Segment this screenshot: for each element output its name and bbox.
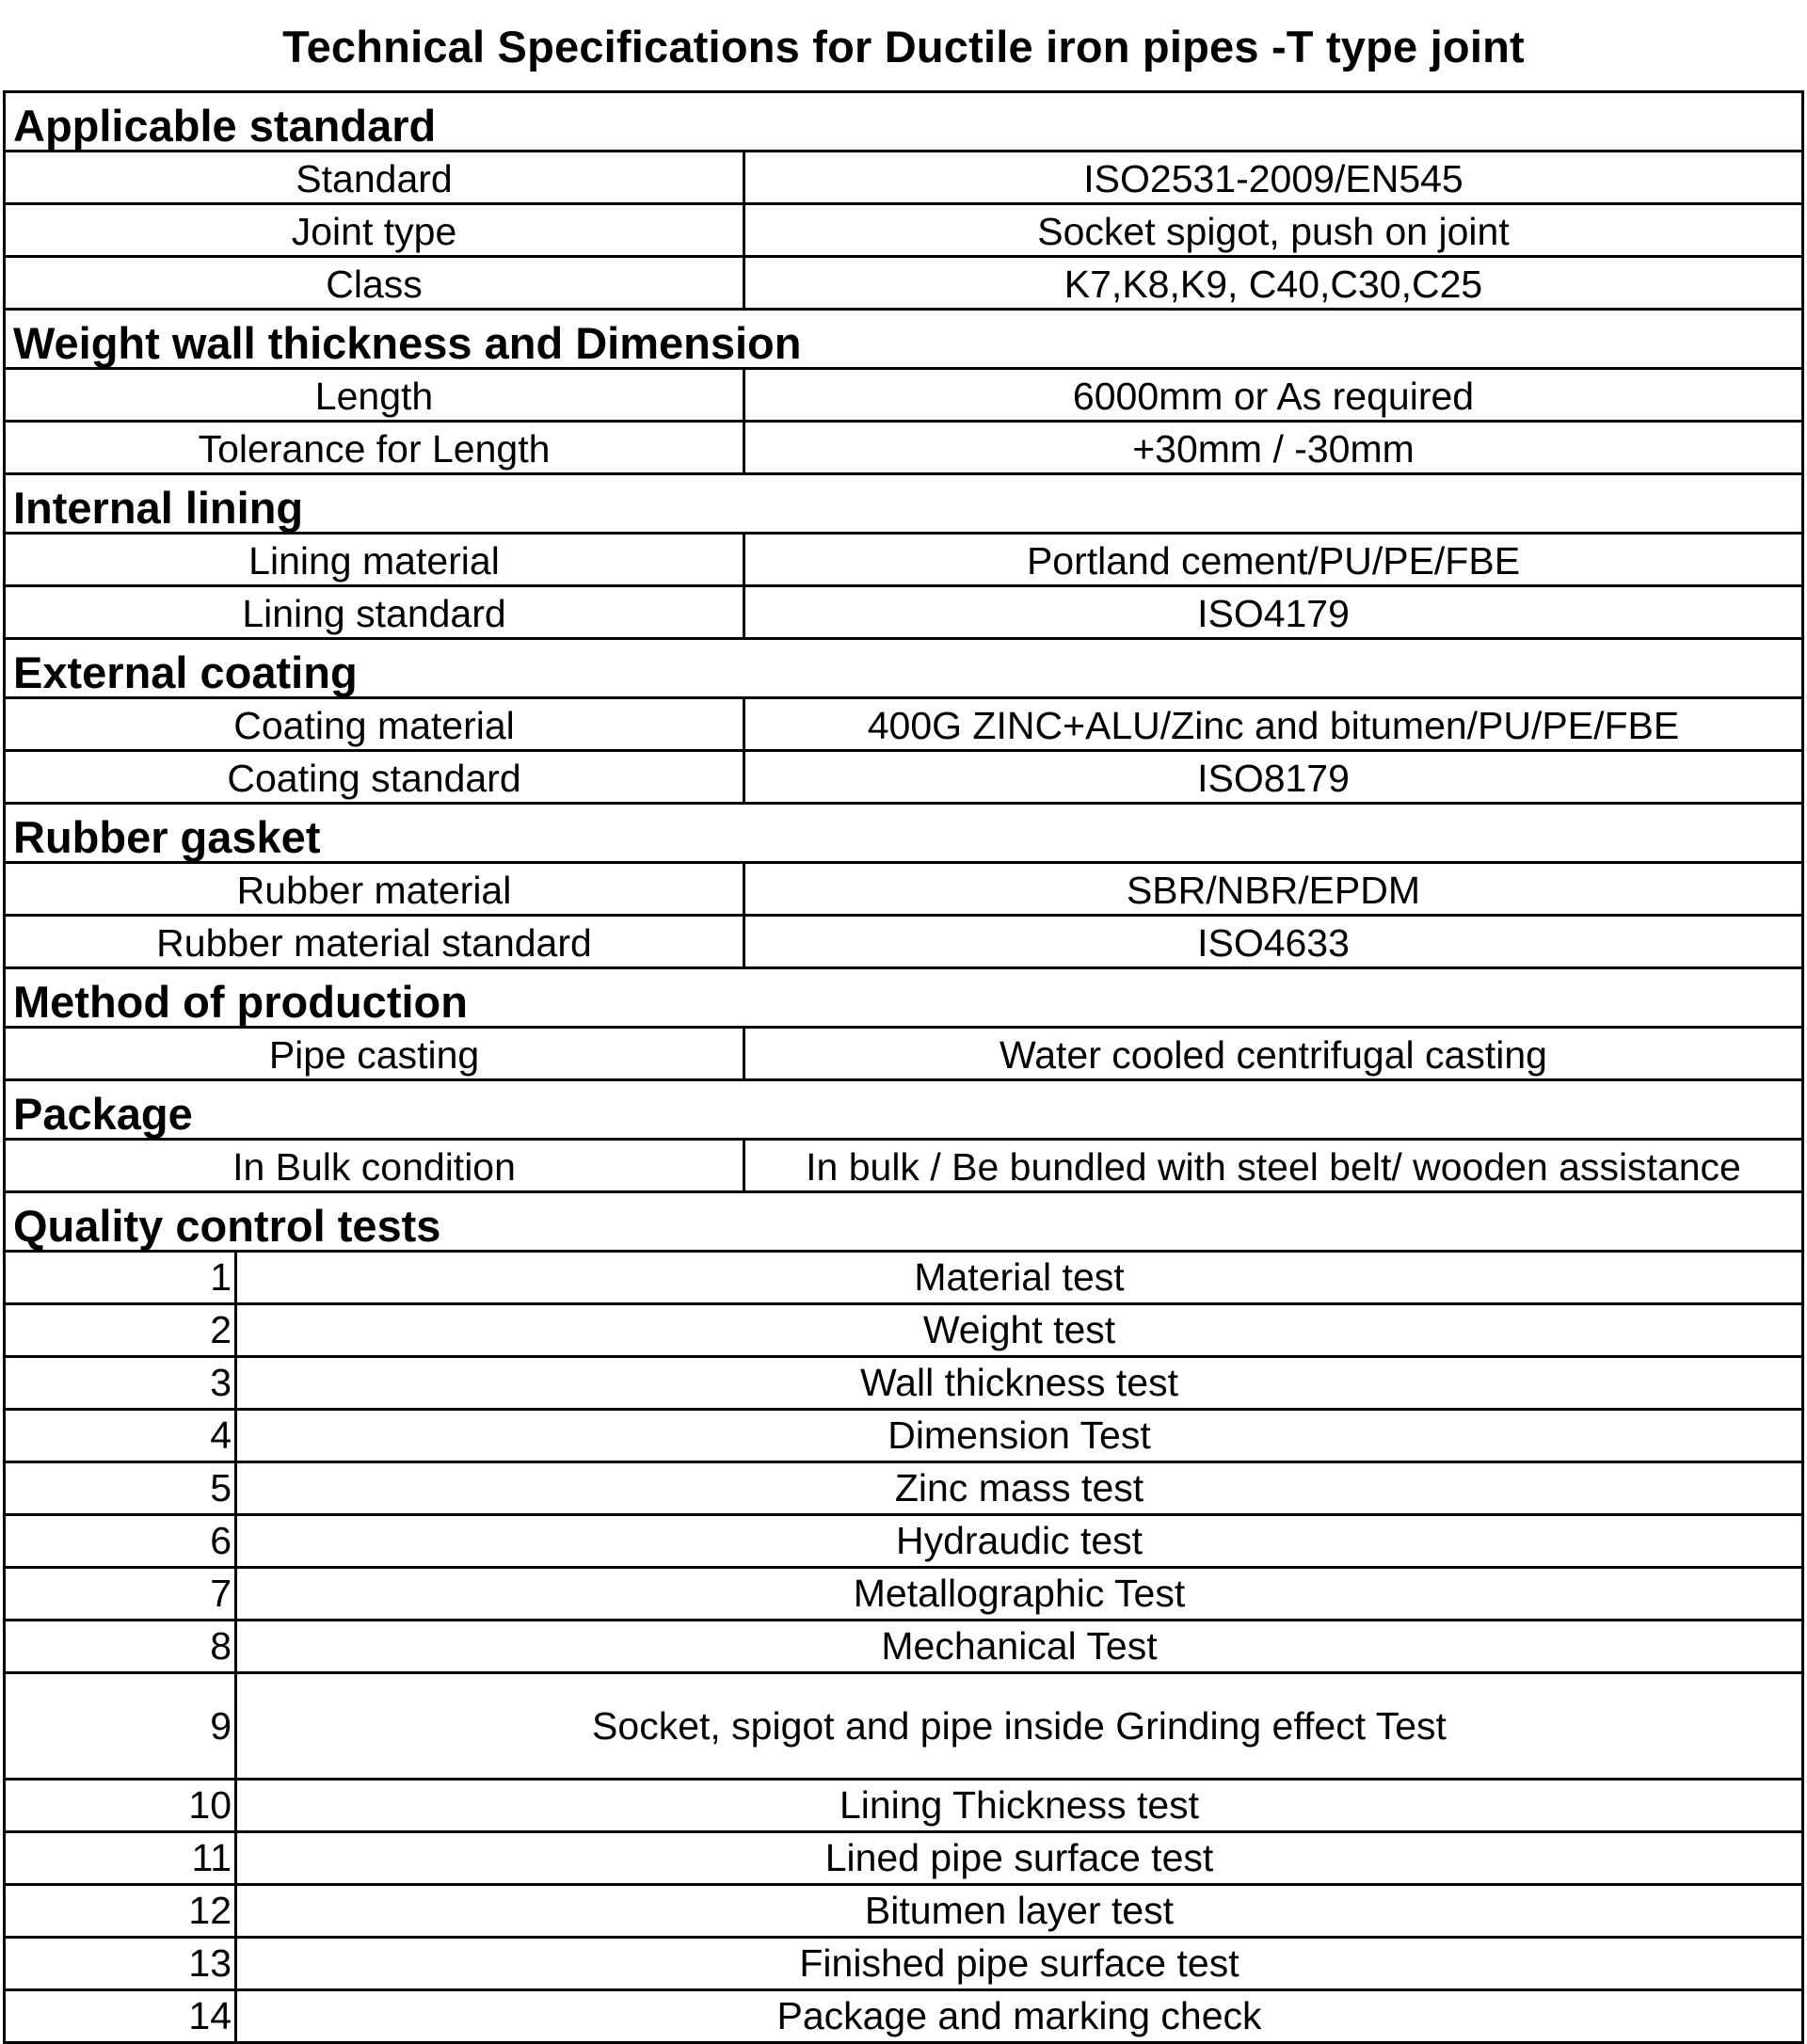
- test-row: [6, 1621, 1801, 1674]
- test-number: 12: [6, 1886, 237, 1936]
- spec-value: K7,K8,K9, C40,C30,C25: [1063, 263, 1483, 306]
- spec-label: Class: [6, 258, 745, 308]
- test-row: [6, 1674, 1801, 1781]
- section-heading-applicable-standard: Applicable standard: [6, 93, 1801, 152]
- test-number: 5: [6, 1463, 237, 1513]
- section-heading-rubber-gasket: Rubber gasket: [6, 805, 1801, 864]
- spec-row: [6, 258, 1801, 311]
- spec-label: Coating standard: [6, 752, 745, 802]
- spec-value: 400G ZINC+ALU/Zinc and bitumen/PU/PE/FBE: [867, 704, 1680, 747]
- test-row: [6, 1833, 1801, 1886]
- spec-row: [6, 587, 1801, 640]
- spec-label: Pipe casting: [6, 1029, 745, 1078]
- section-heading-package: Package: [6, 1081, 1801, 1141]
- spec-label: Joint type: [6, 205, 745, 255]
- test-row: [6, 1991, 1801, 2044]
- spec-row: [6, 535, 1801, 587]
- test-row: [6, 1463, 1801, 1516]
- spec-row: [6, 864, 1801, 917]
- section-heading-dimension: Weight wall thickness and Dimension: [6, 311, 1801, 370]
- test-row: [6, 1781, 1801, 1833]
- spec-value: 6000mm or As required: [1072, 375, 1475, 418]
- spec-row: [6, 205, 1801, 258]
- spec-label: Lining standard: [6, 587, 745, 637]
- test-number: 2: [6, 1305, 237, 1355]
- spec-label: Length: [6, 370, 745, 420]
- test-row: [6, 1516, 1801, 1569]
- test-number: 11: [6, 1833, 237, 1883]
- spec-row: [6, 1029, 1801, 1081]
- test-number: 14: [6, 1991, 237, 2041]
- spec-row: [6, 752, 1801, 805]
- test-name: Zinc mass test: [894, 1466, 1144, 1509]
- test-row: [6, 1411, 1801, 1463]
- test-name: Lining Thickness test: [839, 1783, 1200, 1827]
- spec-label: In Bulk condition: [6, 1141, 745, 1190]
- spec-value: +30mm / -30mm: [1132, 427, 1415, 471]
- spec-row: [6, 917, 1801, 969]
- spec-value: ISO4179: [1197, 592, 1350, 635]
- test-name: Socket, spigot and pipe inside Grinding effect Test: [592, 1703, 1447, 1748]
- spec-row: [6, 423, 1801, 475]
- test-name: Wall thickness test: [860, 1361, 1178, 1404]
- spec-label: Rubber material standard: [6, 917, 745, 966]
- test-number: 8: [6, 1621, 237, 1671]
- spec-value: ISO4633: [1197, 921, 1350, 965]
- spec-label: Tolerance for Length: [6, 423, 745, 472]
- test-name: Hydraudic test: [895, 1519, 1143, 1562]
- test-name: Dimension Test: [888, 1413, 1151, 1457]
- spec-value: Socket spigot, push on joint: [1037, 210, 1510, 253]
- test-row: [6, 1569, 1801, 1621]
- test-name: Metallographic Test: [853, 1572, 1186, 1615]
- spec-label: Rubber material: [6, 864, 745, 914]
- spec-row: [6, 152, 1801, 205]
- test-row: [6, 1305, 1801, 1358]
- test-row: [6, 1886, 1801, 1939]
- spec-value: ISO2531-2009/EN545: [1083, 157, 1463, 200]
- spec-value: Portland cement/PU/PE/FBE: [1026, 539, 1521, 583]
- test-name: Mechanical Test: [881, 1624, 1158, 1668]
- test-number: 13: [6, 1939, 237, 1988]
- spec-row: [6, 370, 1801, 423]
- spec-value: In bulk / Be bundled with steel belt/ wooden assistance: [806, 1145, 1741, 1189]
- test-number: 9: [6, 1674, 237, 1778]
- test-row: [6, 1939, 1801, 1991]
- spec-value: SBR/NBR/EPDM: [1126, 869, 1421, 912]
- spec-value: ISO8179: [1197, 757, 1350, 800]
- test-name: Finished pipe surface test: [799, 1941, 1239, 1985]
- test-name: Material test: [914, 1255, 1125, 1299]
- test-name: Package and marking check: [776, 1994, 1262, 2037]
- section-heading-internal-lining: Internal lining: [6, 475, 1801, 535]
- test-number: 1: [6, 1253, 237, 1302]
- test-number: 4: [6, 1411, 237, 1461]
- section-heading-method-of-production: Method of production: [6, 969, 1801, 1029]
- test-name: Weight test: [922, 1308, 1116, 1351]
- test-number: 6: [6, 1516, 237, 1566]
- spec-row: [6, 1141, 1801, 1193]
- spec-label: Coating material: [6, 699, 745, 749]
- spec-table: [3, 90, 1804, 2044]
- spec-row: [6, 699, 1801, 752]
- spec-value: Water cooled centrifugal casting: [999, 1033, 1547, 1077]
- section-heading-quality-control-tests: Quality control tests: [6, 1193, 1801, 1253]
- test-row: [6, 1358, 1801, 1411]
- spec-label: Lining material: [6, 535, 745, 584]
- test-name: Lined pipe surface test: [824, 1836, 1214, 1879]
- test-number: 10: [6, 1781, 237, 1830]
- test-number: 7: [6, 1569, 237, 1619]
- test-number: 3: [6, 1358, 237, 1408]
- spec-label: Standard: [6, 152, 745, 202]
- document-title: Technical Specifications for Ductile iron pipes -T type joint: [282, 22, 1525, 72]
- section-heading-external-coating: External coating: [6, 640, 1801, 699]
- test-name: Bitumen layer test: [864, 1889, 1175, 1932]
- test-row: [6, 1253, 1801, 1305]
